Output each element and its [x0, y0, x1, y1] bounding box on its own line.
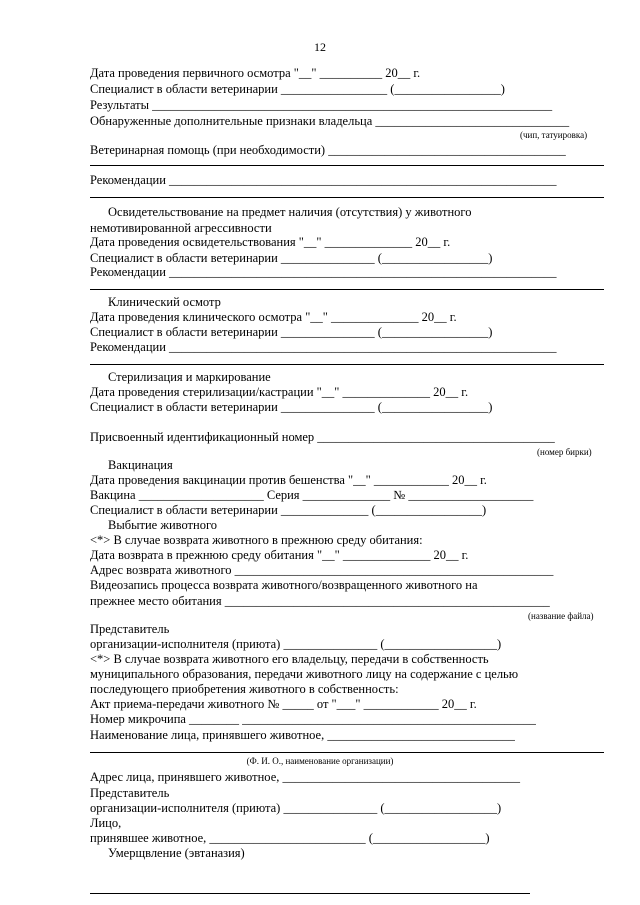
- video-record-2: прежнее место обитания ____________________________________________________: [90, 594, 550, 608]
- sterilization-date: Дата проведения стерилизации/кастрации "__" ______________ 20__ г.: [90, 385, 469, 399]
- person-receiver: принявшее животное, _________________________ (__________________): [90, 831, 490, 845]
- transfer-act: Акт приема-передачи животного № _____ от "___" ____________ 20__ г.: [90, 697, 477, 711]
- vet-specialist-1: Специалист в области ветеринарии _________________ (_________________): [90, 82, 505, 96]
- blank-line: [90, 197, 604, 198]
- clinical-exam-date: Дата проведения клинического осмотра "__" ______________ 20__ г.: [90, 310, 457, 324]
- vaccine-series: Вакцина ____________________ Серия ______________ № ____________________: [90, 488, 534, 502]
- return-case: <*> В случае возврата животного в прежнюю среду обитания:: [90, 533, 423, 547]
- blank-line: [90, 165, 604, 166]
- euthanasia-heading: Умерщвление (эвтаназия): [108, 846, 245, 860]
- return-date: Дата возврата в прежнюю среду обитания "__" ______________ 20__ г.: [90, 548, 469, 562]
- clinical-exam-heading: Клинический осмотр: [108, 295, 221, 309]
- aggression-exam-heading-cont: немотивированной агрессивности: [90, 221, 272, 235]
- video-record-1: Видеозапись процесса возврата животного/возвращенного животного на: [90, 578, 478, 592]
- representative-1: Представитель: [90, 622, 170, 636]
- primary-exam-date: Дата проведения первичного осмотра "__" __________ 20__ г.: [90, 66, 421, 80]
- owner-case-2: муниципального образования, передачи животного лицу на содержание с целью: [90, 667, 519, 681]
- recommendations-3: Рекомендации ______________________________________________________________: [90, 340, 557, 354]
- sterilization-heading: Стерилизация и маркирование: [108, 370, 271, 384]
- note-chip-tattoo: (чип, татуировка): [520, 130, 588, 140]
- aggression-exam-heading: Освидетельствование на предмет наличия (отсутствия) у животного: [108, 205, 472, 219]
- vaccination-date: Дата проведения вакцинации против бешенства "__" ____________ 20__ г.: [90, 473, 487, 487]
- note-tag-number: (номер бирки): [537, 447, 592, 457]
- vaccination-heading: Вакцинация: [108, 458, 173, 472]
- representative-org-1: организации-исполнителя (приюта) _______________ (__________________): [90, 637, 502, 651]
- blank-line: [90, 289, 604, 290]
- owner-case-3: последующего приобретения животного в собственность:: [90, 682, 399, 696]
- note-fio: (Ф. И. О., наименование организации): [246, 756, 394, 766]
- vet-specialist-3: Специалист в области ветеринарии _______________ (_________________): [90, 325, 493, 339]
- blank-line: [90, 752, 604, 753]
- blank-line: [90, 364, 604, 365]
- page-number: 12: [314, 40, 326, 54]
- return-address: Адрес возврата животного ___________________________________________________: [90, 563, 554, 577]
- vet-help: Ветеринарная помощь (при необходимости) ______________________________________: [90, 143, 566, 157]
- representative-org-2: организации-исполнителя (приюта) _______________ (__________________): [90, 801, 502, 815]
- aggression-exam-date: Дата проведения освидетельствования "__" ______________ 20__ г.: [90, 235, 451, 249]
- results: Результаты ________________________________________________________________: [90, 98, 553, 112]
- owner-signs: Обнаруженные дополнительные признаки владельца _______________________________: [90, 114, 570, 128]
- microchip-number: Номер микрочипа ________ _______________________________________________: [90, 712, 536, 726]
- vet-specialist-5: Специалист в области ветеринарии ______________ (_________________): [90, 503, 487, 517]
- representative-2: Представитель: [90, 786, 170, 800]
- receiver-name: Наименование лица, принявшего животное, ______________________________: [90, 728, 515, 742]
- id-number: Присвоенный идентификационный номер ______________________________________: [90, 430, 555, 444]
- owner-case-1: <*> В случае возврата животного его владельцу, передачи в собственность: [90, 652, 489, 666]
- recommendations-2: Рекомендации ______________________________________________________________: [90, 265, 557, 279]
- footnote-separator: [90, 893, 530, 894]
- leaving-heading: Выбытие животного: [108, 518, 218, 532]
- person-label: Лицо,: [90, 816, 122, 830]
- receiver-address: Адрес лица, принявшего животное, ______________________________________: [90, 770, 520, 784]
- vet-specialist-2: Специалист в области ветеринарии _______________ (_________________): [90, 251, 493, 265]
- recommendations-1: Рекомендации ______________________________________________________________: [90, 173, 557, 187]
- vet-specialist-4: Специалист в области ветеринарии _______________ (_________________): [90, 400, 493, 414]
- note-file-name: (название файла): [528, 611, 594, 621]
